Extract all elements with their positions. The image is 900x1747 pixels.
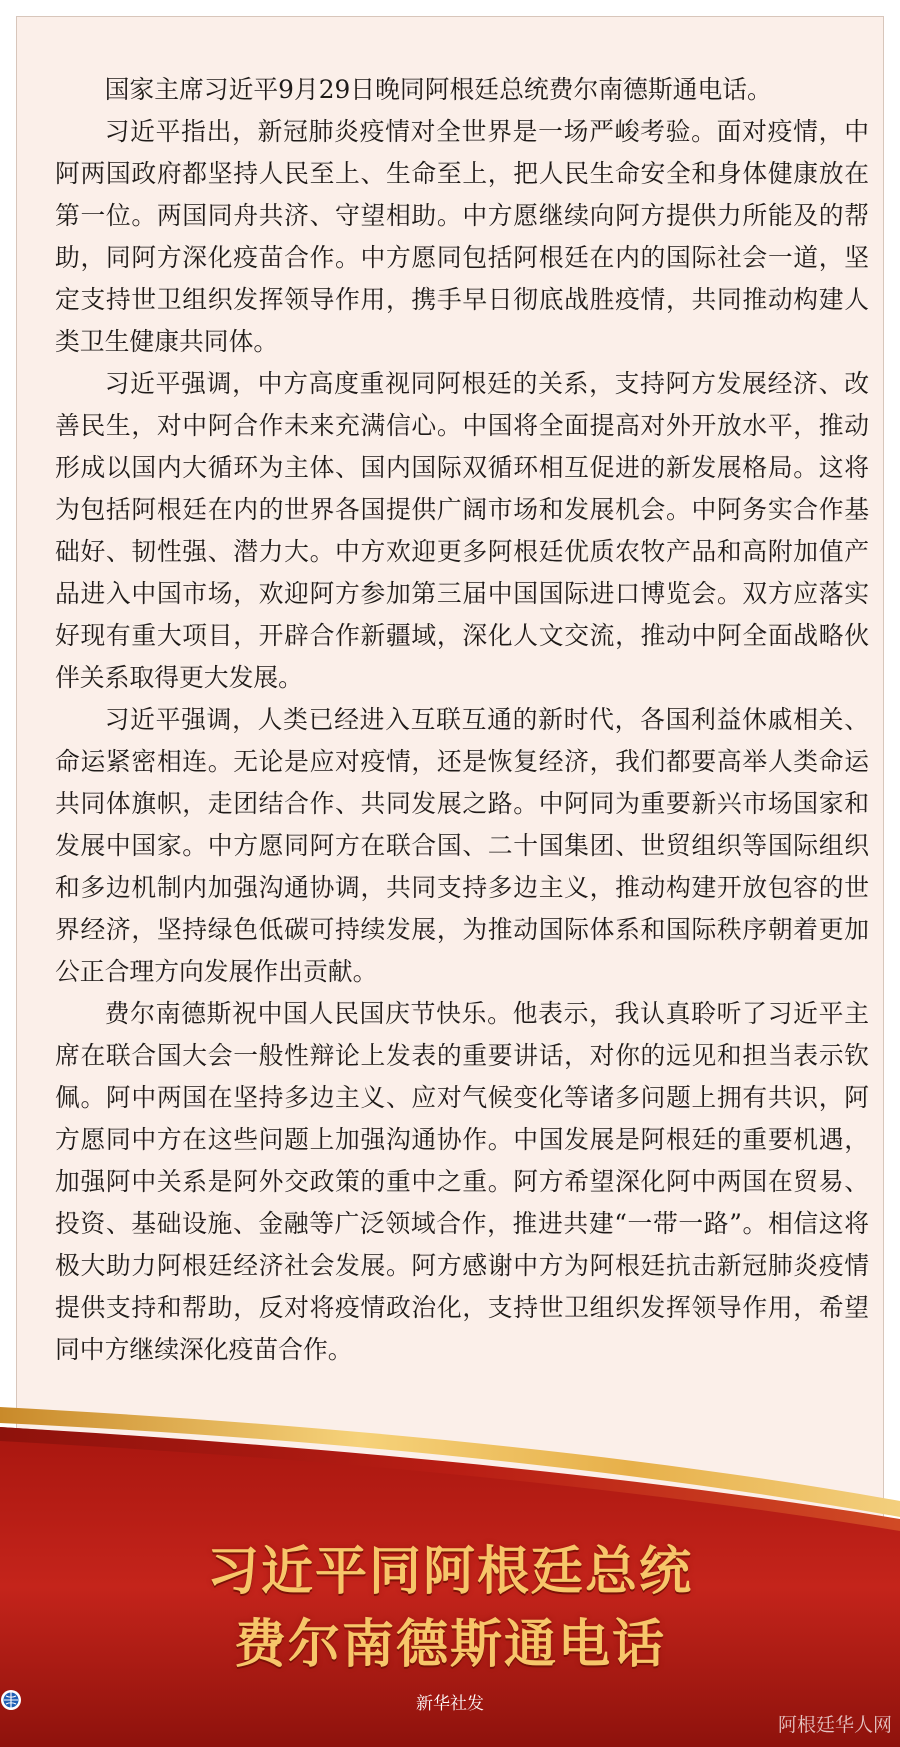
source-text: 新华社发 <box>416 1694 484 1714</box>
article-body <box>55 69 869 1439</box>
paragraph-5: 费尔南德斯祝中国人民国庆节快乐。他表示，我认真聆听了习近平主席在联合国大会一般性辩论上发表的重要讲话，对你的远见和担当表示钦佩。阿中两国在坚持多边主义、应对气候变化等诸多问题上拥有共识，阿方愿同中方在这些问题上加强沟通协作。中国发展是阿根廷的重要机遇，加强阿中关系是阿外交政策的重中之重。阿方希望深化阿中两国在贸易、投资、基础设施、金融等广泛领域合作，推进共建“一带一路”。相信这将极大助力阿根廷经济社会发展。阿方感谢中方为阿根廷抗击新冠肺炎疫情提供支持和帮助，反对将疫情政治化，支持世卫组织发挥领导作用，希望同中方继续深化疫苗合作。 <box>55 999 869 1364</box>
title-banner <box>0 1407 900 1747</box>
paragraph-4: 习近平强调，人类已经进入互联互通的新时代，各国利益休戚相关、命运紧密相连。无论是应对疫情，还是恢复经济，我们都要高举人类命运共同体旗帜，走团结合作、共同发展之路。中阿同为重要新兴市场国家和发展中国家。中方愿同阿方在联合国、二十国集团、世贸组织等国际组织和多边机制内加强沟通协调，共同支持多边主义，推动构建开放包容的世界经济，坚持绿色低碳可持续发展，为推动国际体系和国际秩序朝着更加公正合理方向发展作出贡献。 <box>55 705 869 986</box>
banner-title-line-1: 习近平同阿根廷总统 <box>206 1541 693 1602</box>
watermark-text: 阿根廷华人网 <box>777 1714 892 1736</box>
source-credit <box>0 1689 900 1714</box>
paragraph-1: 国家主席习近平9月29日晚同阿根廷总统费尔南德斯通电话。 <box>104 75 772 104</box>
paragraph-3: 习近平强调，中方高度重视同阿根廷的关系，支持阿方发展经济、改善民生，对中阿合作未来充满信心。中国将全面提高对外开放水平，推动形成以国内大循环为主体、国内国际双循环相互促进的新发展格局。这将为包括阿根廷在内的世界各国提供广阔市场和发展机会。中阿务实合作基础好、韧性强、潜力大。中方欢迎更多阿根廷优质农牧产品和高附加值产品进入中国市场，欢迎阿方参加第三届中国国际进口博览会。双方应落实好现有重大项目，开辟合作新疆域，深化人文交流，推动中阿全面战略伙伴关系取得更大发展。 <box>55 369 869 692</box>
banner-title-line-2: 费尔南德斯通电话 <box>233 1614 666 1675</box>
site-watermark <box>778 1710 892 1737</box>
xinhua-globe-icon <box>0 1689 22 1711</box>
paragraph-2: 习近平指出，新冠肺炎疫情对全世界是一场严峻考验。面对疫情，中阿两国政府都坚持人民至上、生命至上，把人民生命安全和身体健康放在第一位。两国同舟共济、守望相助。中方愿继续向阿方提供力所能及的帮助，同阿方深化疫苗合作。中方愿同包括阿根廷在内的国际社会一道，坚定支持世卫组织发挥领导作用，携手早日彻底战胜疫情，共同推动构建人类卫生健康共同体。 <box>55 117 869 356</box>
